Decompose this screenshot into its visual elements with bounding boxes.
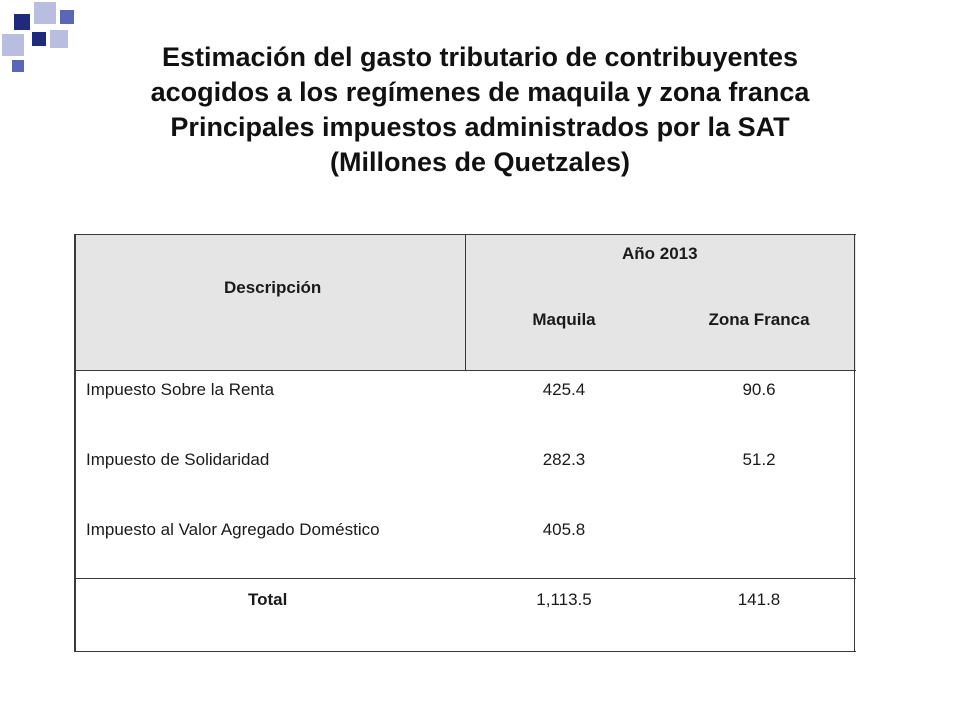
table-border-right [854,234,855,652]
header-maquila: Maquila [532,310,596,329]
header-year: Año 2013 [622,244,698,263]
title-line: acogidos a los regímenes de maquila y zona franca [150,77,810,107]
decor-square [2,34,24,56]
title-line: Estimación del gasto tributario de contribuyentes [161,42,799,72]
row-label: Impuesto de Solidaridad [86,450,270,469]
row-maquila: 405.8 [542,520,586,539]
row-zona-franca: 90.6 [742,380,776,399]
column-divider [465,234,466,370]
header-zona-franca: Zona Franca [708,310,810,329]
total-label: Total [248,590,288,609]
row-zona-franca: 51.2 [742,450,776,469]
title-line: (Millones de Quetzales) [329,147,631,177]
table-border-left [74,234,76,652]
decor-square [14,14,30,30]
row-label: Impuesto al Valor Agregado Doméstico [86,520,380,539]
row-maquila: 425.4 [542,380,586,399]
decor-square [34,2,56,24]
decor-square [32,32,46,46]
header-divider [74,370,856,371]
row-label: Impuesto Sobre la Renta [86,380,275,399]
slide-title [60,40,900,180]
total-zona-franca: 141.8 [737,590,781,609]
total-maquila: 1,113.5 [536,590,592,609]
total-divider [74,578,856,579]
header-description: Descripción [224,278,322,297]
decor-square [12,60,24,72]
table-border-bottom [74,651,856,652]
decor-square [60,10,74,24]
row-maquila: 282.3 [542,450,586,469]
tax-table [74,234,856,652]
title-line: Principales impuestos administrados por la SAT [170,112,790,142]
